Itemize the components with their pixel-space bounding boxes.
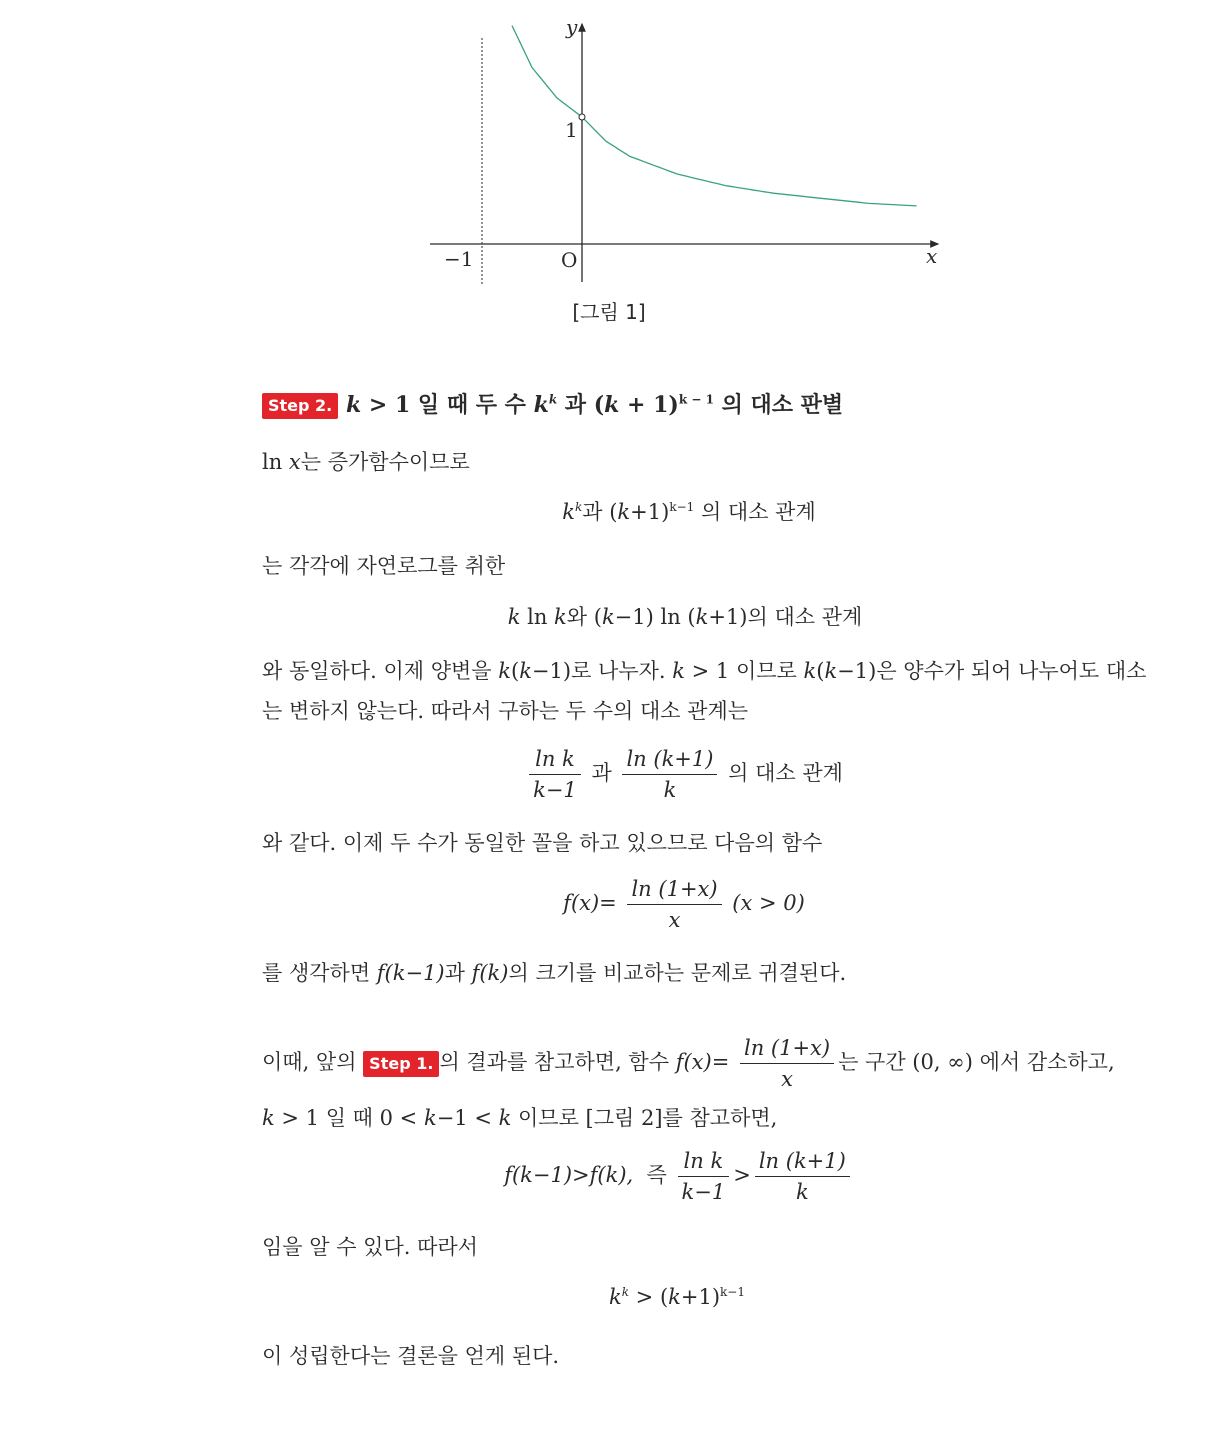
fraction-eq5-right: $\frac{\ln (k+1)}{k}$ — [755, 1148, 850, 1205]
figure-graph — [420, 10, 950, 290]
fraction-eq5-left: $\frac{\text{ln k}}{k-1}$ — [678, 1148, 730, 1205]
step2-badge: Step 2. — [262, 393, 338, 419]
paragraph-8: k > 1 일 때 0 < k−1 < k 이므로 [그림 2]를 참고하면, — [262, 1106, 778, 1130]
equation-3: $\frac{\text{ln k}}{k-1}$ 과 $\frac{\ln (k+1)}{k}$ 의 대소 관계 — [75, 746, 1218, 803]
equation-2: k ln k와 (k−1) ln (k+1)의 대소 관계 — [507, 605, 863, 629]
paragraph-9: 임을 알 수 있다. 따라서 — [262, 1235, 478, 1259]
paragraph-7: 이때, 앞의 Step 1. 의 결과를 참고하면, 함수 f(x)= $\frac{\ln (1+x)}{x}$ 는 구간 (0, ∞) 에서 감소하고, — [262, 1036, 1115, 1091]
origin-label: O — [561, 248, 578, 272]
step2-heading: Step 2. k > 1 일 때 두 수 $k^k$ 과 $(k + 1)^{k - 1}$ 의 대소 판별 — [262, 388, 843, 419]
x-tick-minus-1: −1 — [444, 247, 474, 271]
equation-5: f(k−1)>f(k), 즉 $\frac{\text{ln k}}{k-1}$ > $\frac{\ln (k+1)}{k}$ — [70, 1148, 1218, 1205]
paragraph-4: 는 변하지 않는다. 따라서 구하는 두 수의 대소 관계는 — [262, 699, 749, 723]
fraction-ln-1x-over-x: $\frac{\ln (1+x)}{x}$ — [627, 876, 721, 933]
paragraph-2: 는 각각에 자연로그를 취한 — [262, 554, 506, 578]
fraction-ln-k1-over-k: $\frac{\ln (k+1)}{k}$ — [622, 746, 717, 803]
y-tick-1: 1 — [565, 118, 578, 142]
equation-6: $k^k > (k+1)^{k-1}$ — [608, 1285, 745, 1309]
point-0-1 — [579, 114, 585, 120]
fraction-inline-ln-1x-over-x: $\frac{\ln (1+x)}{x}$ — [740, 1035, 834, 1092]
fraction-ln-k-over-k-1: $\frac{\text{ln k}}{k-1}$ — [529, 746, 581, 803]
y-axis-label: y — [566, 15, 578, 39]
paragraph-5: 와 같다. 이제 두 수가 동일한 꼴을 하고 있으므로 다음의 함수 — [262, 831, 823, 855]
paragraph-6: 를 생각하면 f(k−1)과 f(k)의 크기를 비교하는 문제로 귀결된다. — [262, 961, 847, 985]
paragraph-10: 이 성립한다는 결론을 얻게 된다. — [262, 1344, 560, 1368]
equation-4: f(x)= $\frac{\ln (1+x)}{x}$ (x > 0) — [563, 877, 805, 932]
paragraph-1: ln x는 증가함수이므로 — [262, 450, 470, 474]
curve-line — [512, 26, 917, 206]
figure-caption: [그림 1] — [572, 300, 646, 324]
step1-badge: Step 1. — [363, 1051, 439, 1077]
equation-1: $k^k$과 $(k+1)^{k-1}$ 의 대소 관계 — [562, 500, 816, 524]
x-axis-label: x — [926, 244, 938, 268]
paragraph-3: 와 동일하다. 이제 양변을 k(k−1)로 나누자. k > 1 이므로 k(k−1)은 양수가 되어 나누어도 대소 — [262, 659, 1147, 683]
